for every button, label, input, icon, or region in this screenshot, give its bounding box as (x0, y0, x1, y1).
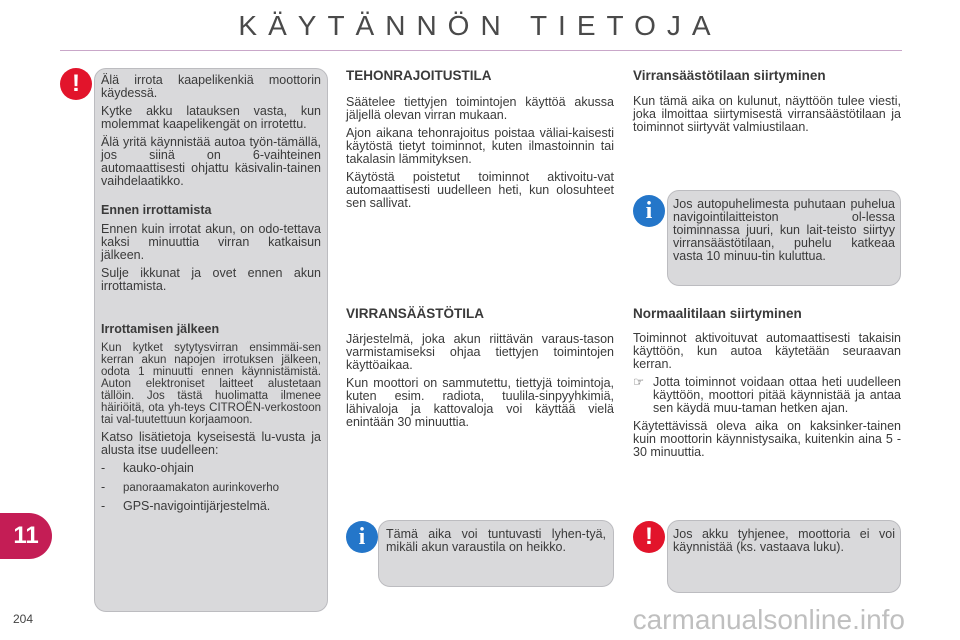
right-bullet (633, 376, 901, 415)
middle-section-2 (346, 333, 614, 434)
left-p3: Älä yritä käynnistää autoa työn-tämällä, jos siinä on 6-vaihteinen automaattisesti ohjattu käsivalin-tainen vaihdelaatikko. (101, 135, 321, 188)
info-icon: i (633, 195, 665, 227)
left-p6: Kun kytket sytytysvirran ensimmäi-sen kerran akun napojen irrotuksen jälkeen, odota 1 minuutti ennen käynnistämistä. Auton elektroniset laitteet alustetaan tällöin. Jos tästä huolimatta ilmenee häiriöitä, ota yh-teys CITROËN-verkostoon tai val-tuutettuun korjaamoon. (101, 342, 321, 426)
middle-p5: Kun moottori on sammutettu, tiettyjä toimintoja, kuten esim. radiota, tuulila-sinpyyhkimiä, lähivaloja ja kattovaloja voi käyttää vielä enintään 30 minuuttia. (346, 376, 614, 429)
heading-normal-mode: Normaalitilaan siirtyminen (633, 306, 802, 321)
middle-p2: Ajon aikana tehonrajoitus poistaa väliai-kaisesti käytöstä tietyt toiminnot, kuten ilmastoinnin tai takalasin lämmityksen. (346, 126, 614, 166)
left-p4: Ennen kuin irrotat akun, on odo-tettava kaksi minuuttia virran katkaisun jälkeen. (101, 222, 321, 262)
right-bullet-text: Jotta toiminnot voidaan ottaa heti uudelleen käyttöön, moottori pitää käynnistää ja antaa sen käydä muu-taman hetken ajan. (653, 375, 901, 415)
watermark: carmanualsonline.info (632, 604, 905, 635)
left-heading-before: Ennen irrottamista (101, 203, 212, 217)
right-p2: Toiminnot aktivoituvat automaattisesti takaisin käyttöön, kun autoa käytetään seuraavan kerran. (633, 331, 901, 371)
right-section-2 (633, 332, 901, 464)
middle-info-note: Tämä aika voi tuntuvasti lyhen-tyä, mikäli akun varaustila on heikko. (386, 527, 606, 554)
middle-p1: Säätelee tiettyjen toimintojen käyttöä akussa jäljellä olevan virran mukaan. (346, 95, 614, 122)
page-number: 204 (13, 612, 34, 626)
right-p3: Käytettävissä oleva aika on kaksinker-tainen kuin moottorin käynnistysaika, kuitenkin aina 5 - 30 minuuttia. (633, 419, 901, 459)
heading-power-limit: TEHONRAJOITUSTILA (346, 68, 492, 83)
pointing-hand-icon: ☞ (633, 375, 645, 389)
middle-section-1 (346, 96, 614, 215)
info-icon: i (346, 521, 378, 553)
right-warning-note: Jos akku tyhjenee, moottoria ei voi käynnistää (ks. vastaava luku). (673, 527, 895, 554)
list-item: - kauko-ohjain (101, 461, 194, 475)
page-title: KÄYTÄNNÖN TIETOJA (238, 10, 722, 41)
heading-enter-power-save: Virransäästötilaan siirtyminen (633, 68, 826, 83)
heading-power-save: VIRRANSÄÄSTÖTILA (346, 306, 484, 321)
title-divider (60, 50, 902, 51)
middle-p3: Käytöstä poistetut toiminnot aktivoitu-vat automaattisesti uudelleen heti, kun olosuhteet sen sallivat. (346, 170, 614, 210)
exclamation-warning-icon: ! (60, 68, 92, 100)
right-p1: Kun tämä aika on kulunut, näyttöön tulee viesti, joka ilmoittaa siirtymisestä virransäästötilaan ja toiminnot siirtyvät valmiustilaan. (633, 94, 901, 134)
left-p5: Sulje ikkunat ja ovet ennen akun irrottamista. (101, 266, 321, 293)
list-item: - panoraamakaton aurinkoverho (101, 480, 279, 494)
left-p1: Älä irrota kaapelikenkiä moottorin käydessä. (101, 73, 321, 100)
left-box-text (101, 74, 321, 519)
chapter-tab: 11 (0, 513, 52, 559)
list-item: - GPS-navigointijärjestelmä. (101, 499, 271, 513)
right-info-note: Jos autopuhelimesta puhutaan puhelua navigointilaitteiston ol-lessa toiminnassa juuri, kun lait-teisto siirtyy virransäästötilaan, puhelu katkeaa vasta 10 minuu-tin kuluttua. (673, 197, 895, 263)
reinit-list (101, 462, 321, 513)
left-p7: Katso lisätietoja kyseisestä lu-vusta ja alusta itse uudelleen: (101, 430, 321, 457)
left-p2: Kytke akku latauksen vasta, kun molemmat kaapelikengät on irrotettu. (101, 104, 321, 131)
left-heading-after: Irrottamisen jälkeen (101, 322, 220, 336)
middle-p4: Järjestelmä, joka akun riittävän varaus-tason varmistamiseksi ohjaa tiettyjen toimintojen käyttöaikaa. (346, 332, 614, 372)
exclamation-warning-icon: ! (633, 521, 665, 553)
